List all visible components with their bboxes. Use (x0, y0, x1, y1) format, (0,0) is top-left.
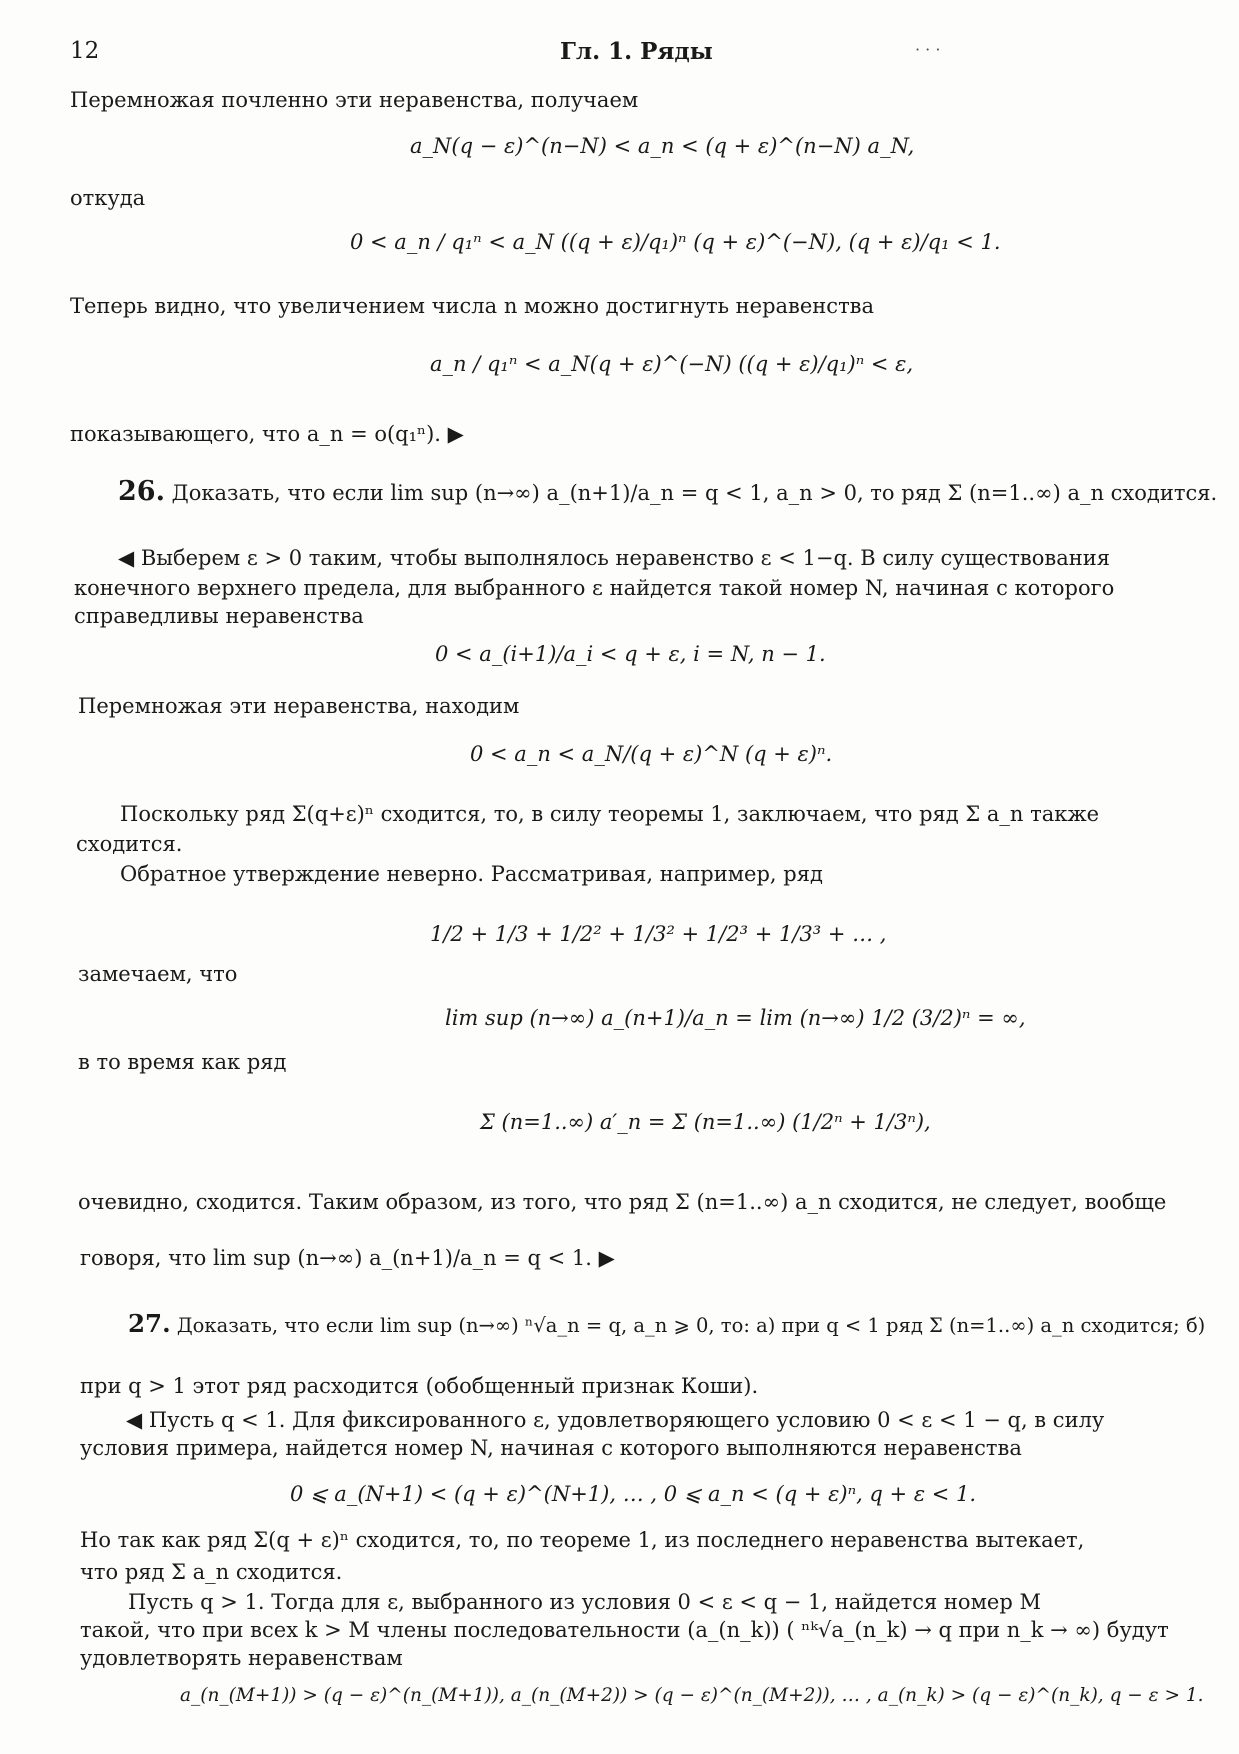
text-line: удовлетворять неравенствам (80, 1646, 403, 1670)
text-line: Но так как ряд Σ(q + ε)ⁿ сходится, то, по теореме 1, из последнего неравенства вытекает, (80, 1528, 1085, 1552)
text-line: при q > 1 этот ряд расходится (обобщенный признак Коши). (80, 1374, 759, 1398)
problem-26 (118, 478, 1217, 507)
formula: 0 < a_(i+1)/a_i < q + ε, i = N, n − 1. (435, 642, 826, 666)
text-line: откуда (70, 186, 146, 210)
problem-statement: Доказать, что если lim sup (n→∞) ⁿ√a_n = q, a_n ⩾ 0, то: а) при q < 1 ряд Σ (n=1..∞) a_n сходится; б) (176, 1314, 1206, 1337)
formula: 1/2 + 1/3 + 1/2² + 1/3² + 1/2³ + 1/3³ + … , (430, 922, 887, 946)
formula: a_N(q − ε)^(n−N) < a_n < (q + ε)^(n−N) a_N, (410, 134, 915, 158)
formula: 0 < a_n < a_N/(q + ε)^N (q + ε)ⁿ. (470, 742, 833, 766)
formula: lim sup (n→∞) a_(n+1)/a_n = lim (n→∞) 1/2 (3/2)ⁿ = ∞, (445, 1006, 1026, 1030)
scan-artifact-icon: · · · (915, 40, 941, 59)
text-line: говоря, что lim sup (n→∞) a_(n+1)/a_n = q < 1. ▶ (80, 1246, 615, 1270)
formula: a_n / q₁ⁿ < a_N(q + ε)^(−N) ((q + ε)/q₁)ⁿ < ε, (430, 352, 914, 376)
text-line: справедливы неравенства (74, 604, 364, 628)
text-line: такой, что при всех k > M члены последовательности (a_(n_k)) ( ⁿᵏ√a_(n_k) → q при n_k → ∞) будут (80, 1618, 1169, 1642)
text-line: сходится. (76, 832, 183, 856)
text-line: Пусть q > 1. Тогда для ε, выбранного из условия 0 < ε < q − 1, найдется номер M (128, 1590, 1041, 1614)
text-line: что ряд Σ a_n сходится. (80, 1560, 343, 1584)
text-line: очевидно, сходится. Таким образом, из того, что ряд Σ (n=1..∞) a_n сходится, не следует, вообще (78, 1190, 1167, 1214)
problem-27 (128, 1310, 1205, 1340)
text-line: ◀ Пусть q < 1. Для фиксированного ε, удовлетворяющего условию 0 < ε < 1 − q, в силу (126, 1408, 1105, 1432)
text-line: Поскольку ряд Σ(q+ε)ⁿ сходится, то, в силу теоремы 1, заключаем, что ряд Σ a_n также (120, 802, 1100, 826)
text-line: показывающего, что a_n = o(q₁ⁿ). ▶ (70, 422, 464, 446)
text-line: Перемножая почленно эти неравенства, получаем (70, 88, 639, 112)
problem-number: 27. (128, 1309, 171, 1338)
formula: Σ (n=1..∞) a′_n = Σ (n=1..∞) (1/2ⁿ + 1/3ⁿ), (480, 1110, 931, 1134)
text-line: Перемножая эти неравенства, находим (78, 694, 520, 718)
text-line: в то время как ряд (78, 1050, 287, 1074)
problem-number: 26. (118, 476, 165, 507)
chapter-title: Гл. 1. Ряды (560, 38, 713, 65)
text-line: Теперь видно, что увеличением числа n можно достигнуть неравенства (70, 294, 875, 318)
formula: 0 ⩽ a_(N+1) < (q + ε)^(N+1), … , 0 ⩽ a_n < (q + ε)ⁿ, q + ε < 1. (290, 1482, 977, 1506)
text-line: замечаем, что (78, 962, 238, 986)
page-number: 12 (70, 38, 100, 64)
formula: 0 < a_n / q₁ⁿ < a_N ((q + ε)/q₁)ⁿ (q + ε)^(−N), (q + ε)/q₁ < 1. (350, 230, 1001, 254)
text-line: конечного верхнего предела, для выбранного ε найдется такой номер N, начиная с которого (74, 576, 1115, 600)
problem-statement: Доказать, что если lim sup (n→∞) a_(n+1)/a_n = q < 1, a_n > 0, то ряд Σ (n=1..∞) a_n сходится. (171, 481, 1218, 505)
text-line: Обратное утверждение неверно. Рассматривая, например, ряд (120, 862, 823, 886)
text-line: ◀ Выберем ε > 0 таким, чтобы выполнялось неравенство ε < 1−q. В силу существования (118, 546, 1110, 570)
text-line: условия примера, найдется номер N, начиная с которого выполняются неравенства (80, 1436, 1022, 1460)
formula: a_(n_(M+1)) > (q − ε)^(n_(M+1)), a_(n_(M+2)) > (q − ε)^(n_(M+2)), … , a_(n_k) > (q − ε)^(n_k), q − ε > 1. (180, 1685, 1204, 1706)
